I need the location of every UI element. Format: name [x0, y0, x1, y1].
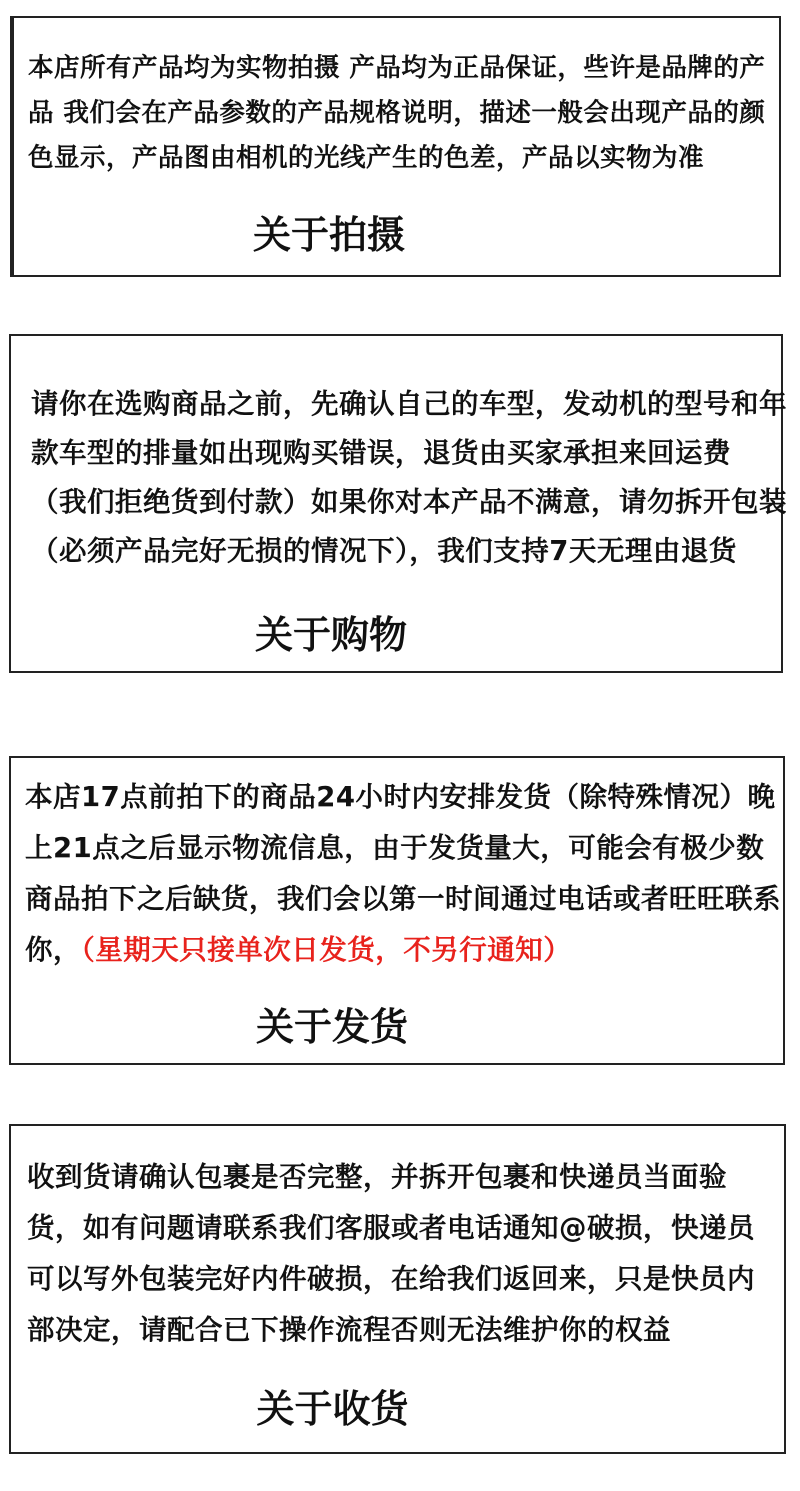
- section-title: 关于收货: [256, 1387, 409, 1431]
- section-about-receiving: [9, 1124, 786, 1454]
- section-body: 收到货请确认包裹是否完整，并拆开包裹和快递员当面验货，如有问题请联系我们客服或者电话通知@破损，快递员可以写外包装完好内件破损，在给我们返回来，只是快员内部决定，请配合已下操作流程否则无法维护你的权益: [27, 1161, 755, 1346]
- section-body-text: 本店17点前拍下的商品24小时内安排发货（除特殊情况）晚上21点之后显示物流信息，由于发货量大，可能会有极少数商品拍下之后缺货，我们会以第一时间通过电话或者旺旺联系你，: [25, 781, 781, 966]
- sunday-notice-highlight: （星期天只接单次日发货，不另行通知）: [81, 934, 572, 966]
- section-body: 本店所有产品均为实物拍摄 产品均为正品保证，些许是品牌的产品 我们会在产品参数的产品规格说明，描述一般会出现产品的颜色显示，产品图由相机的光线产生的色差，产品以实物为准: [28, 53, 766, 173]
- section-body: 请你在选购商品之前，先确认自己的车型，发动机的型号和年款车型的排量如出现购买错误，退货由买家承担来回运费 （我们拒绝货到付款）如果你对本产品不满意，请勿拆开包装（必须产品完好无损的情况下），我们支持7天无理由退货: [31, 388, 787, 567]
- section-title: 关于发货: [255, 1005, 408, 1049]
- section-title: 关于购物: [254, 613, 407, 657]
- section-body: [25, 772, 785, 976]
- section-about-shipping: [9, 756, 785, 1065]
- section-title: 关于拍摄: [252, 213, 405, 257]
- section-about-photography: [10, 16, 781, 277]
- section-about-shopping: [9, 334, 787, 673]
